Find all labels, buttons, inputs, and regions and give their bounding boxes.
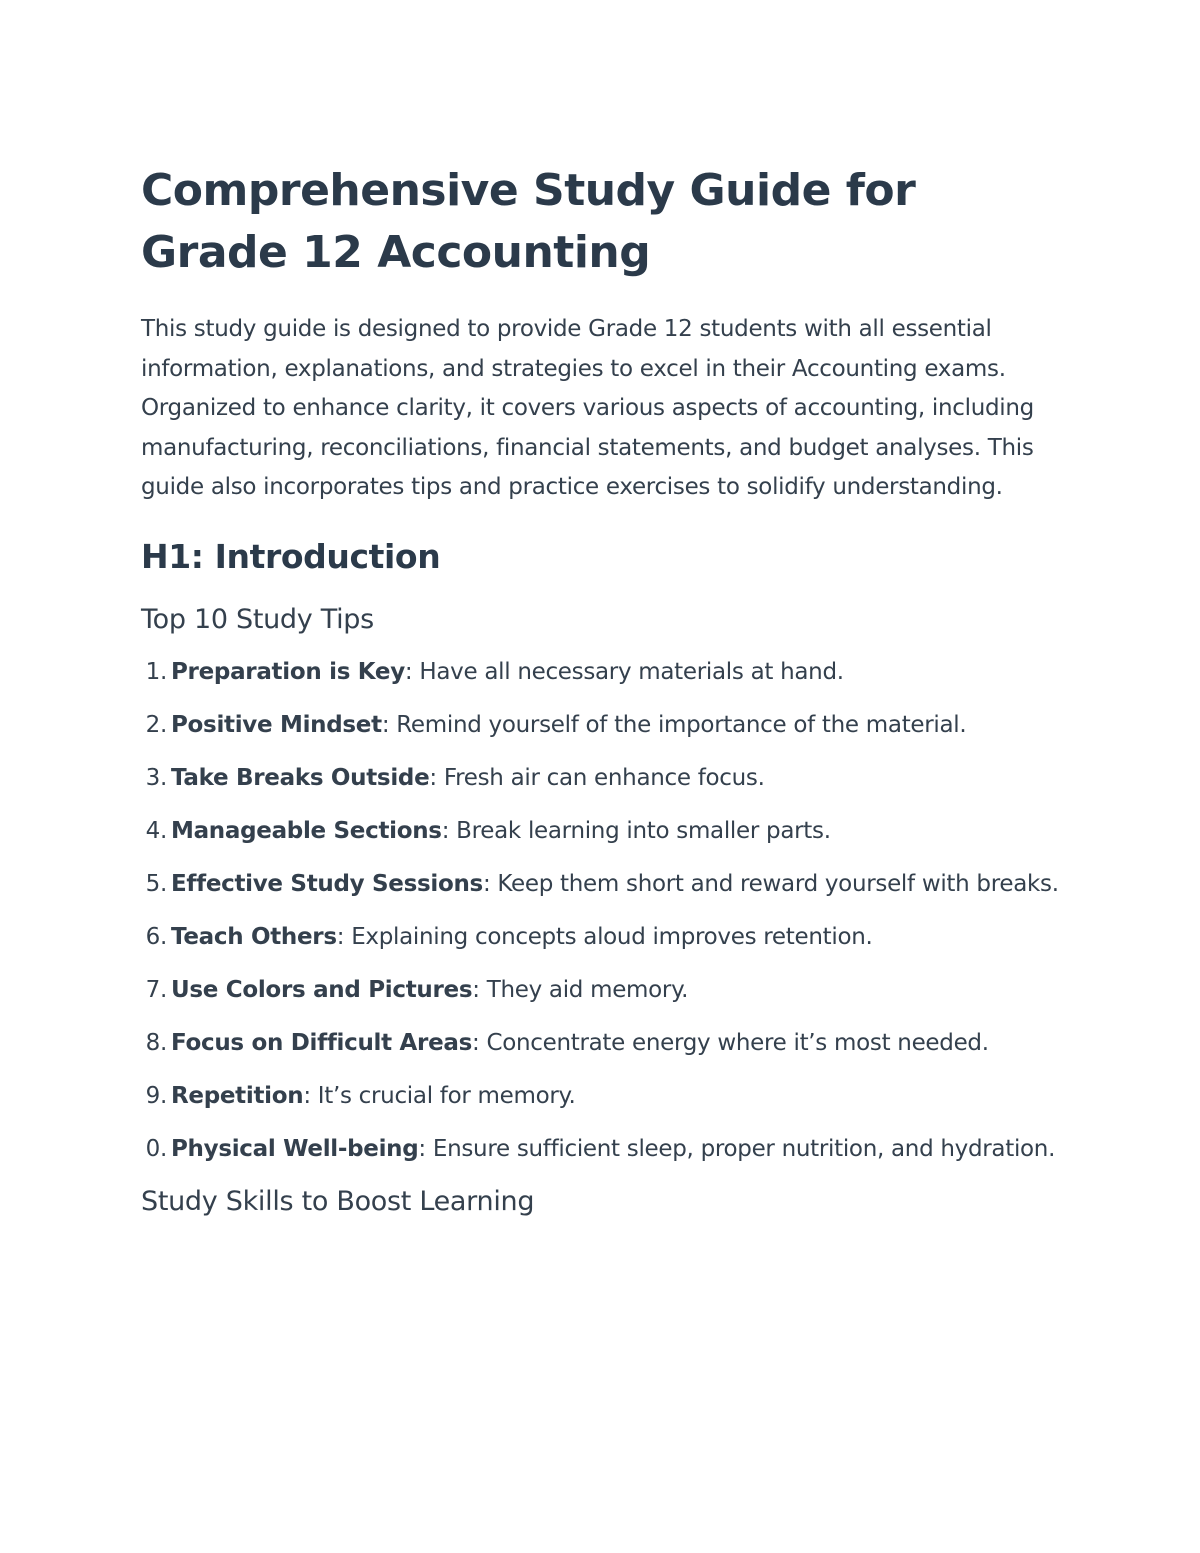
list-item-number: 2. — [145, 711, 167, 738]
list-item-label: Preparation is Key — [171, 658, 405, 685]
list-item — [141, 1129, 1061, 1169]
list-item-text: : Concentrate energy where it’s most needed. — [472, 1029, 989, 1056]
list-item — [141, 917, 1061, 957]
document-title: Comprehensive Study Guide for Grade 12 Accounting — [141, 165, 916, 278]
list-item-label: Take Breaks Outside — [171, 764, 430, 791]
tips-heading: Top 10 Study Tips — [141, 603, 374, 635]
list-item-text: : Ensure sufficient sleep, proper nutrition, and hydration. — [418, 1135, 1056, 1162]
list-item-number: 5. — [145, 870, 167, 897]
list-item-text: : Keep them short and reward yourself with breaks. — [482, 870, 1059, 897]
list-item — [141, 970, 1061, 1010]
list-item — [141, 864, 1061, 904]
list-item-label: Focus on Difficult Areas — [171, 1029, 472, 1056]
section-heading-introduction: H1: Introduction — [141, 536, 441, 576]
list-item-number: 6. — [145, 923, 167, 950]
list-item-label: Physical Well-being — [171, 1135, 419, 1162]
list-item-label: Effective Study Sessions — [171, 870, 483, 897]
list-item-number: 1. — [145, 658, 167, 685]
list-item-number: 4. — [145, 817, 167, 844]
list-item-label: Positive Mindset — [171, 711, 382, 738]
list-item-text: : Remind yourself of the importance of the material. — [381, 711, 967, 738]
study-skills-heading: Study Skills to Boost Learning — [141, 1185, 535, 1217]
list-item — [141, 758, 1061, 798]
list-item-label: Use Colors and Pictures — [171, 976, 473, 1003]
list-item-number: 9. — [145, 1082, 167, 1109]
list-item-number: 0. — [145, 1135, 167, 1162]
list-item-text: : Have all necessary materials at hand. — [404, 658, 844, 685]
list-item — [141, 652, 1061, 692]
list-item — [141, 811, 1061, 851]
list-item — [141, 705, 1061, 745]
list-item-label: Manageable Sections — [171, 817, 442, 844]
list-item-number: 3. — [145, 764, 167, 791]
list-item-text: : Break learning into smaller parts. — [441, 817, 831, 844]
list-item-text: : They aid memory. — [472, 976, 689, 1003]
list-item — [141, 1023, 1061, 1063]
list-item-text: : Fresh air can enhance focus. — [429, 764, 765, 791]
list-item-number: 7. — [145, 976, 167, 1003]
tips-list — [141, 652, 1061, 1169]
document-page — [141, 160, 1061, 1222]
list-item-label: Teach Others — [171, 923, 337, 950]
list-item — [141, 1076, 1061, 1116]
intro-paragraph: This study guide is designed to provide Grade 12 students with all essential information, explanations, and strategies to excel in their Accounting exams. Organized to enhance clarity, it covers various aspects of accounting, including manufacturing, reconciliations, financial statements, and budget analyses. This guide also incorporates tips and practice exercises to solidify understanding. — [141, 316, 1034, 501]
list-item-text: : It’s crucial for memory. — [303, 1082, 576, 1109]
list-item-label: Repetition — [171, 1082, 304, 1109]
list-item-text: : Explaining concepts aloud improves retention. — [336, 923, 873, 950]
list-item-number: 8. — [145, 1029, 167, 1056]
